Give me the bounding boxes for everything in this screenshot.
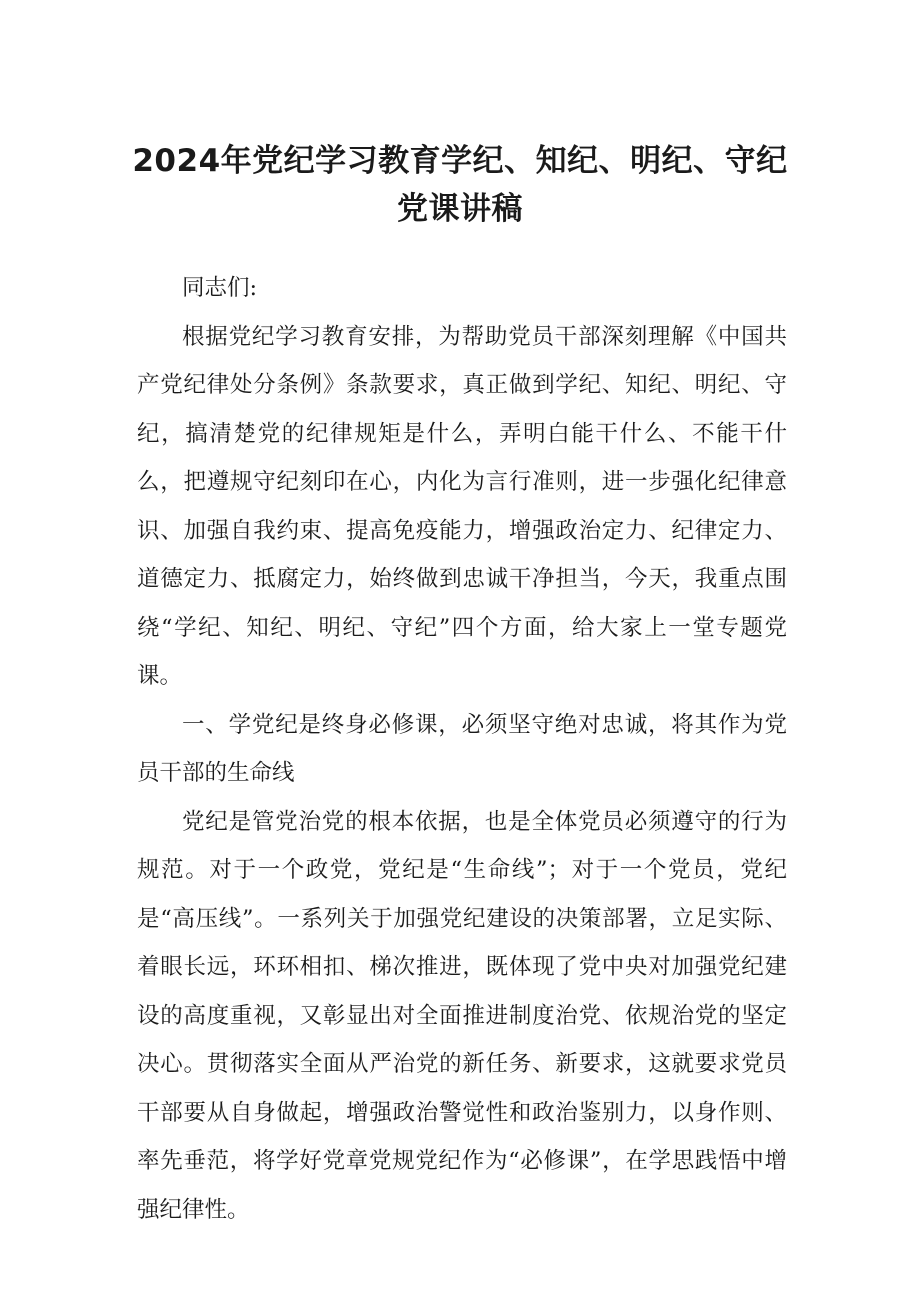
title-line-2: 党课讲稿	[397, 191, 523, 227]
title-line-1: 2024年党纪学习教育学纪、知纪、明纪、守纪	[132, 143, 788, 179]
salutation: 同志们:	[182, 275, 258, 301]
section-heading: 一、学党纪是终身必修课，必须坚守绝对忠诚，将其作为党员干部的生命线	[137, 711, 787, 786]
intro-paragraph: 根据党纪学习教育安排，为帮助党员干部深刻理解《中国共产党纪律处分条例》条款要求，真正做到学纪、知纪、明纪、守纪，搞清楚党的纪律规矩是什么，弄明白能干什么、不能干什么，把遵规守纪刻印在心，内化为言行准则，进一步强化纪律意识、加强自我约束、提高免疫能力，增强政治定力、纪律定力、道德定力、抵腐定力，始终做到忠诚干净担当，今天，我重点围绕“学纪、知纪、明纪、守纪”四个方面，给大家上一堂专题党课。	[137, 323, 787, 689]
document-title	[120, 137, 800, 233]
body-paragraph: 党纪是管党治党的根本依据，也是全体党员必须遵守的行为规范。对于一个政党，党纪是“生命线”；对于一个党员，党纪是“高压线”。一系列关于加强党纪建设的决策部署，立足实际、着眼长远，环环相扣、梯次推进，既体现了党中央对加强党纪建设的高度重视，又彰显出对全面推进制度治党、依规治党的坚定决心。贯彻落实全面从严治党的新任务、新要求，这就要求党员干部要从自身做起，增强政治警觉性和政治鉴别力，以身作则、率先垂范，将学好党章党规党纪作为“必修课”，在学思践悟中增强纪律性。	[137, 808, 787, 1223]
document-body	[137, 264, 787, 1234]
